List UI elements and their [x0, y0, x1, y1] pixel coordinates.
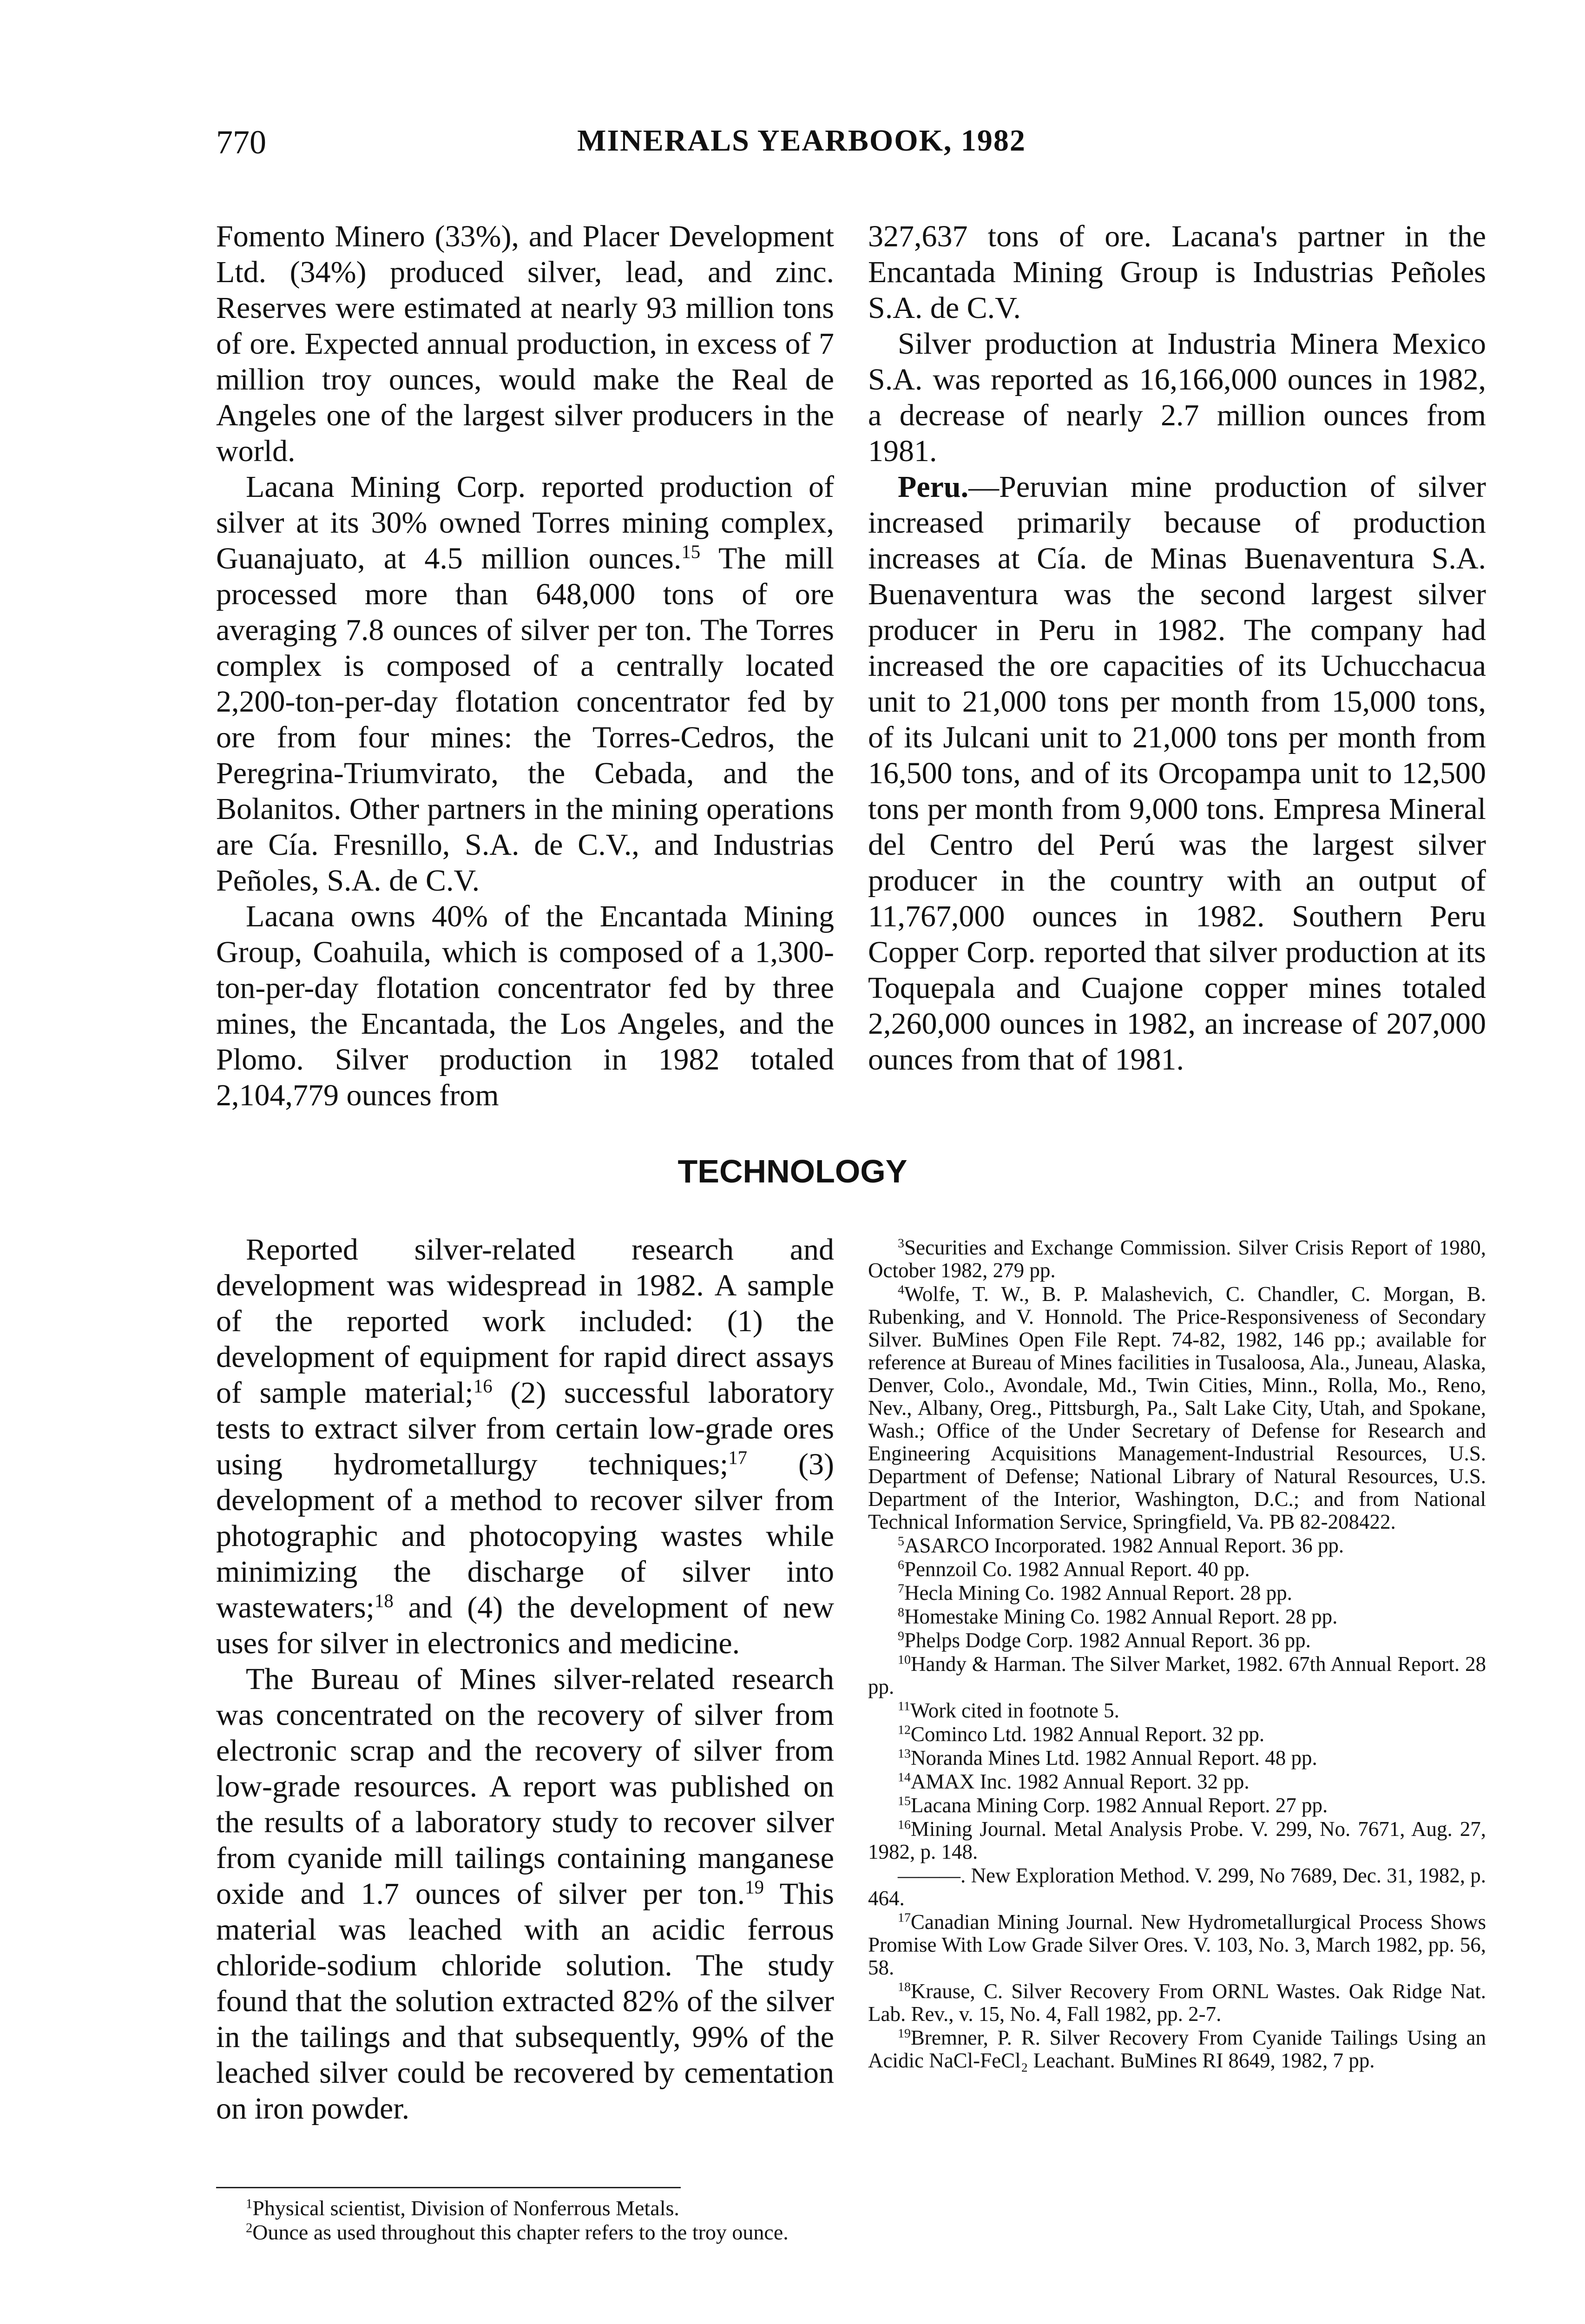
footnote [868, 1980, 1486, 2026]
footnote-number: 13 [898, 1746, 911, 1761]
text-run: Reported silver-related research and development was widespread in 1982. A sample of the reported work included: (1) the development of equipment for rapid direct assays of sample material; [216, 1233, 834, 1410]
text-run: The Bureau of Mines silver-related research was concentrated on the recovery of silver from electronic scrap and the recovery of silver from low-grade resources. A report was published on the results of a laboratory study to recover silver from cyanide mill tailings containing manganese oxide and 1.7 ounces of silver per ton. [216, 1662, 834, 1911]
footnote-number: 17 [898, 1910, 911, 1925]
footnote-number: 3 [898, 1236, 904, 1251]
paragraph: Silver production at Industria Minera Mexico S.A. was reported as 16,166,000 ounces in 1982, a decrease of nearly 2.7 million ounces from 1981. [868, 327, 1486, 468]
paragraph [868, 469, 1486, 1077]
footnote-number: 4 [898, 1282, 904, 1297]
footnote-ref: 15 [681, 541, 701, 562]
text-run: (2) successful laboratory tests to extract silver from certain low-grade ores using hydrometallurgy techniques; [216, 1376, 834, 1481]
running-title: MINERALS YEARBOOK, 1982 [577, 124, 1026, 158]
paragraph [216, 469, 834, 898]
footnote [868, 1794, 1486, 1817]
footnote-text: Physical scientist, Division of Nonferrous Metals. [252, 2196, 679, 2220]
footnote-ref: 19 [745, 1876, 764, 1898]
footnote-number: 16 [898, 1817, 911, 1832]
technology-column [216, 1232, 834, 2126]
paragraph [216, 1661, 834, 2126]
section-heading: TECHNOLOGY [677, 1153, 908, 1189]
text-run: and (4) the development of new uses for silver in electronics and medicine. [216, 1591, 834, 1660]
run-in-heading: Peru. [898, 470, 969, 504]
footnote-number: 7 [898, 1581, 904, 1596]
paragraph: 327,637 tons of ore. Lacana's partner in the Encantada Mining Group is Industrias Peñoles S.A. de C.V. [868, 219, 1486, 325]
footnote-ref: 18 [374, 1590, 394, 1611]
footnote-ref: 16 [473, 1375, 493, 1397]
top-right-column [868, 218, 1486, 1077]
text-run: (3) development of a method to recover silver from photographic and photocopying wastes while minimizing the discharge of silver into wastewaters; [216, 1447, 834, 1624]
footnote-text: Homestake Mining Co. 1982 Annual Report. 28 pp. [904, 1605, 1338, 1628]
footnote-text: ———. New Exploration Method. V. 299, No 7689, Dec. 31, 1982, p. 464. [868, 1864, 1486, 1910]
footnote-number: 5 [898, 1534, 904, 1549]
footnote-rule [216, 2187, 681, 2188]
footnote-text: Pennzoil Co. 1982 Annual Report. 40 pp. [904, 1558, 1250, 1581]
footnote-number: 18 [898, 1980, 911, 1994]
footnote-number: 2 [246, 2221, 253, 2236]
footnote [216, 2220, 834, 2245]
paragraph [216, 1232, 834, 1661]
footnote-number: 19 [898, 2026, 911, 2041]
footnote [868, 1283, 1486, 1533]
text-run: —Peruvian mine production of silver increased primarily because of production increases at Cía. de Minas Buenaventura S.A. Buenaventura was the second largest silver producer in Peru in 1982. The company had increased the ore capacities of its Uchucchacua unit to 21,000 tons per month from 15,000 tons, of its Julcani unit to 21,000 tons per month from 16,500 tons, and of its Orcopampa unit to 12,500 tons per month from 9,000 tons. Empresa Mineral del Centro del Perú was the largest silver producer in the country with an output of 11,767,000 ounces in 1982. Southern Peru Copper Corp. reported that silver production at its Toquepala and Cuajone copper mines totaled 2,260,000 ounces in 1982, an increase of 207,000 ounces from that of 1981. [868, 470, 1486, 1076]
paragraph: Fomento Minero (33%), and Placer Development Ltd. (34%) produced silver, lead, and zinc. Reserves were estimated at nearly 93 million tons of ore. Expected annual production, in excess of 7 million troy ounces, would make the Real de Angeles one of the largest silver producers in the world. [216, 219, 834, 468]
footnote [868, 1818, 1486, 1863]
footnote [216, 2196, 834, 2220]
footnote-text: Work cited in footnote 5. [910, 1699, 1119, 1722]
footnote-text: Handy & Harman. The Silver Market, 1982. 67th Annual Report. 28 pp. [868, 1652, 1486, 1698]
footnote-text: Noranda Mines Ltd. 1982 Annual Report. 48 pp. [910, 1746, 1317, 1769]
footnote-text: Wolfe, T. W., B. P. Malashevich, C. Chandler, C. Morgan, B. Rubenking, and V. Honnold. The Price-Responsiveness of Secondary Silver. BuMines Open File Rept. 74-82, 1982, 146 pp.; available for reference at Bureau of Mines facilities in Tusaloosa, Ala., Juneau, Alaska, Denver, Colo., Avondale, Md., Twin Cities, Minn., Rolla, Mo., Reno, Nev., Albany, Oreg., Pittsburgh, Pa., Salt Lake City, Utah, and Spokane, Wash.; Office of the Under Secretary of Defense for Research and Engineering Acquisitions Management-Industrial Resources, U.S. Department of Defense; National Library of Natural Resources, U.S. Department of the Interior, Washington, D.C.; and from National Technical Information Service, Springfield, Va. PB 82-208422. [868, 1282, 1486, 1533]
footnote-number: 14 [898, 1770, 911, 1785]
footnote [868, 1911, 1486, 1979]
footnote-text: Cominco Ltd. 1982 Annual Report. 32 pp. [910, 1723, 1265, 1746]
footnote-text: Mining Journal. Metal Analysis Probe. V. 299, No. 7671, Aug. 27, 1982, p. 148. [868, 1817, 1486, 1863]
footnote-number: 12 [898, 1723, 911, 1737]
footnote-text: Krause, C. Silver Recovery From ORNL Wastes. Oak Ridge Nat. Lab. Rev., v. 15, No. 4, Fall 1982, pp. 2-7. [868, 1980, 1486, 2026]
text-run: Lacana Mining Corp. reported production of silver at its 30% owned Torres mining complex, Guanajuato, at 4.5 million ounces. [216, 470, 834, 575]
footnote-number: 11 [898, 1699, 910, 1714]
footnote-number: 1 [246, 2197, 253, 2212]
footnote [868, 1605, 1486, 1628]
footnote-text: Lacana Mining Corp. 1982 Annual Report. 27 pp. [910, 1794, 1328, 1817]
text-run: This material was leached with an acidic ferrous chloride-sodium chloride solution. The study found that the solution extracted 82% of the silver in the tailings and that subsequently, 99% of the leached silver could be recovered by cementation on iron powder. [216, 1877, 834, 2126]
footnote-ref: 17 [728, 1447, 748, 1468]
footnote-number: 8 [898, 1605, 904, 1620]
footnote [868, 1770, 1486, 1793]
footnote-text: Canadian Mining Journal. New Hydrometallurgical Process Shows Promise With Low Grade Silver Ores. V. 103, No. 3, March 1982, pp. 56, 58. [868, 1910, 1486, 1979]
footnote-number: 15 [898, 1794, 911, 1809]
footnote [868, 1236, 1486, 1282]
footnote-text: Ounce as used throughout this chapter refers to the troy ounce. [252, 2220, 789, 2244]
footnote [868, 1582, 1486, 1604]
footnote-text: Securities and Exchange Commission. Silver Crisis Report of 1980, October 1982, 279 pp. [868, 1236, 1486, 1282]
footnote-text: AMAX Inc. 1982 Annual Report. 32 pp. [910, 1770, 1250, 1793]
footnote [868, 1534, 1486, 1557]
footnote-text: Hecla Mining Co. 1982 Annual Report. 28 pp. [904, 1581, 1292, 1604]
footnote-number: 9 [898, 1629, 904, 1644]
footnote [868, 1723, 1486, 1746]
footnote [868, 1747, 1486, 1769]
footnote [868, 2027, 1486, 2072]
footnotes-right [868, 1236, 1486, 2073]
footnote [868, 1699, 1486, 1722]
paragraph: Lacana owns 40% of the Encantada Mining Group, Coahuila, which is composed of a 1,300-ton-per-day flotation concentrator fed by three mines, the Encantada, the Los Angeles, and the Plomo. Silver production in 1982 totaled 2,104,779 ounces from [216, 899, 834, 1112]
text-run: The mill processed more than 648,000 tons of ore averaging 7.8 ounces of silver per ton. The Torres complex is composed of a centrally located 2,200-ton-per-day flotation concentrator fed by ore from four mines: the Torres-Cedros, the Peregrina-Triumvirato, the Cebada, and the Bolanitos. Other partners in the mining operations are Cía. Fresnillo, S.A. de C.V., and Industrias Peñoles, S.A. de C.V. [216, 541, 835, 898]
footnote [868, 1629, 1486, 1652]
page-header [216, 123, 1387, 179]
footnote [868, 1864, 1486, 1910]
footnote-text: Bremner, P. R. Silver Recovery From Cyanide Tailings Using an Acidic NaCl-FeCl₂ Leachant. BuMines RI 8649, 1982, 7 pp. [868, 2026, 1486, 2072]
footnote-number: 6 [898, 1558, 904, 1572]
top-left-column [216, 218, 834, 1113]
footnote [868, 1558, 1486, 1581]
footnotes-left [216, 2196, 834, 2245]
footnote-text: ASARCO Incorporated. 1982 Annual Report. 36 pp. [904, 1534, 1344, 1557]
footnote [868, 1653, 1486, 1698]
footnote-number: 10 [898, 1652, 911, 1667]
page-number: 770 [216, 124, 266, 161]
footnote-text: Phelps Dodge Corp. 1982 Annual Report. 36 pp. [904, 1629, 1311, 1652]
